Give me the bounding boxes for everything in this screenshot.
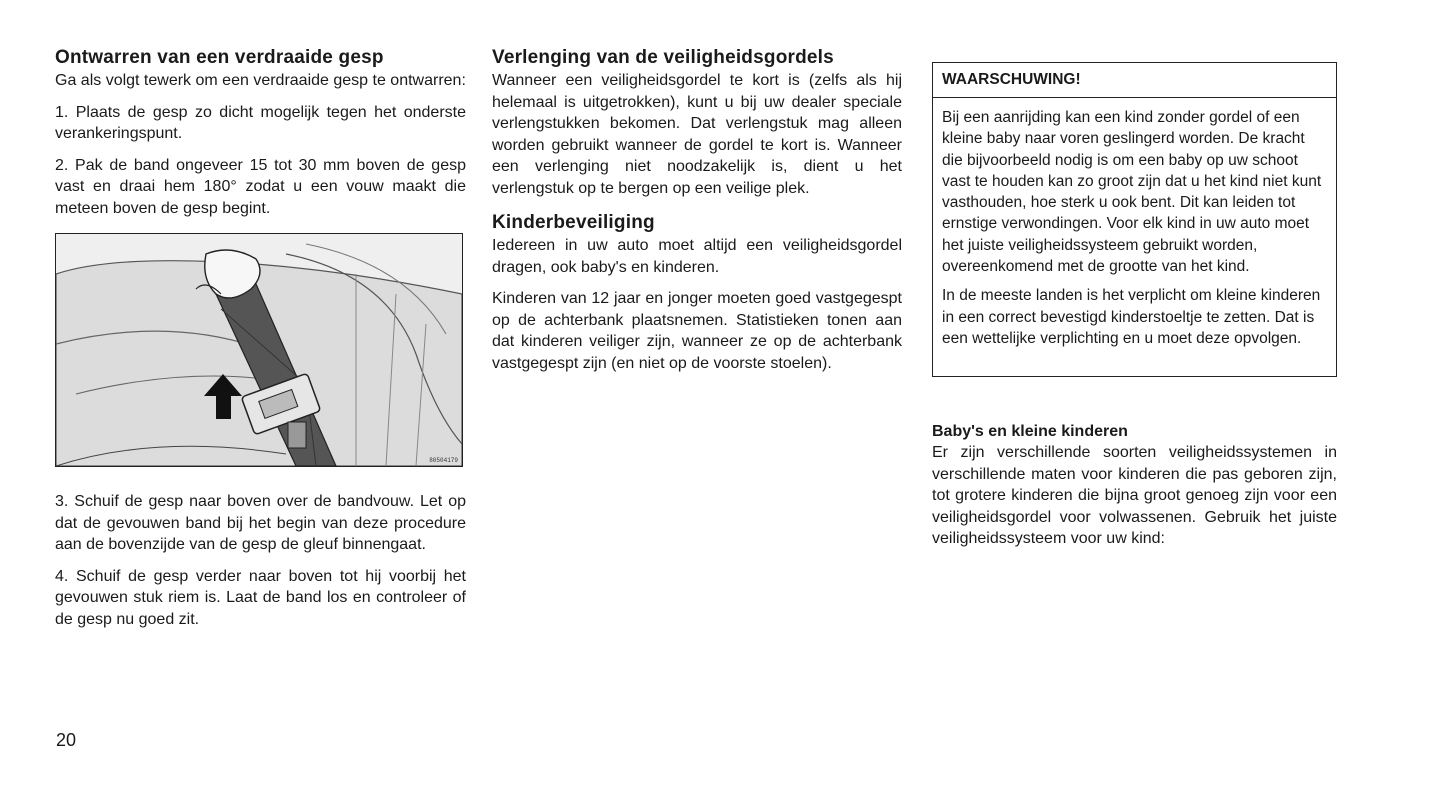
figure-code: 80504179	[429, 457, 458, 464]
child-restraint-text-1: Iedereen in uw auto moet altijd een veiligheidsgordel dragen, ook baby's en kinderen.	[492, 237, 902, 276]
step-4: 4. Schuif de gesp verder naar boven tot hij voorbij het gevouwen stuk riem is. Laat de band los en controleer of de gesp nu goed zit.	[55, 567, 466, 628]
column-right	[932, 52, 1337, 550]
section-heading-belt-extension: Verlenging van de veiligheidsgordels	[492, 47, 834, 68]
step-2: 2. Pak de band ongeveer 15 tot 30 mm boven de gesp vast en draai hem 180° zodat u een vouw maakt die meteen boven de gesp begint.	[55, 156, 466, 217]
intro-text: Ga als volgt tewerk om een verdraaide gesp te ontwarren:	[55, 72, 466, 89]
column-left	[55, 46, 466, 630]
warning-text-1: Bij een aanrijding kan een kind zonder gordel of een kleine baby naar voren geslingerd worden. De kracht die bijvoorbeeld nodig is om een baby op uw schoot vast te houden kan zo groot zijn dat u het kind niet kunt vasthouden, hoe sterk u ook bent. Dit kan leiden tot ernstige verwondingen. Voor elk kind in uw auto moet het juiste veiligheidssysteem gebruikt worden, overeenkomend met de grootte van het kind.	[942, 109, 1322, 276]
section-heading-twisted-buckle: Ontwarren van een verdraaide gesp	[55, 47, 384, 68]
section-heading-child-restraint: Kinderbeveiliging	[492, 212, 655, 233]
warning-box	[932, 62, 1337, 377]
seatbelt-drawing	[56, 234, 462, 466]
subheading-babies: Baby's en kleine kinderen	[932, 423, 1128, 440]
warning-title: WAARSCHUWING!	[933, 71, 1336, 98]
step-1: 1. Plaats de gesp zo dicht mogelijk tegen het onderste verankeringspunt.	[55, 103, 466, 142]
child-restraint-text-2: Kinderen van 12 jaar en jonger moeten goed vastgegespt op de achterbank plaatsnemen. Statistieken tonen aan dat kinderen veiliger zijn, wanneer ze op de achterbank vastgegespt zijn (en niet op de voorste stoelen).	[492, 290, 902, 372]
column-middle	[492, 46, 902, 374]
babies-text: Er zijn verschillende soorten veiligheidssystemen in verschillende maten voor kinderen die pas geboren zijn, tot grotere kinderen die bijna groot genoeg zijn voor een veiligheidsgordel voor volwassenen. Gebruik het juiste veiligheidssysteem voor uw kind:	[932, 444, 1337, 547]
belt-extension-text: Wanneer een veiligheidsgordel te kort is (zelfs als hij helemaal is uitgetrokken), kunt u bij uw dealer speciale verlengstukken bekomen. Dat verlengstuk mag alleen worden gebruikt wanneer de gordel te kort is. Wanneer een verlenging niet noodzakelijk is, dient u het verlengstuk op te bergen op een veilige plek.	[492, 72, 902, 197]
warning-text-2: In de meeste landen is het verplicht om kleine kinderen in een correct bevestigd kinderstoeltje te zetten. Dat is een wettelijke verplichting en u moet deze opvolgen.	[942, 287, 1321, 347]
step-3: 3. Schuif de gesp naar boven over de bandvouw. Let op dat de gevouwen band bij het begin van deze procedure aan de bovenzijde van de gesp de gleuf binnengaat.	[55, 493, 466, 553]
seatbelt-illustration	[55, 233, 463, 467]
page-number: 20	[56, 730, 77, 750]
